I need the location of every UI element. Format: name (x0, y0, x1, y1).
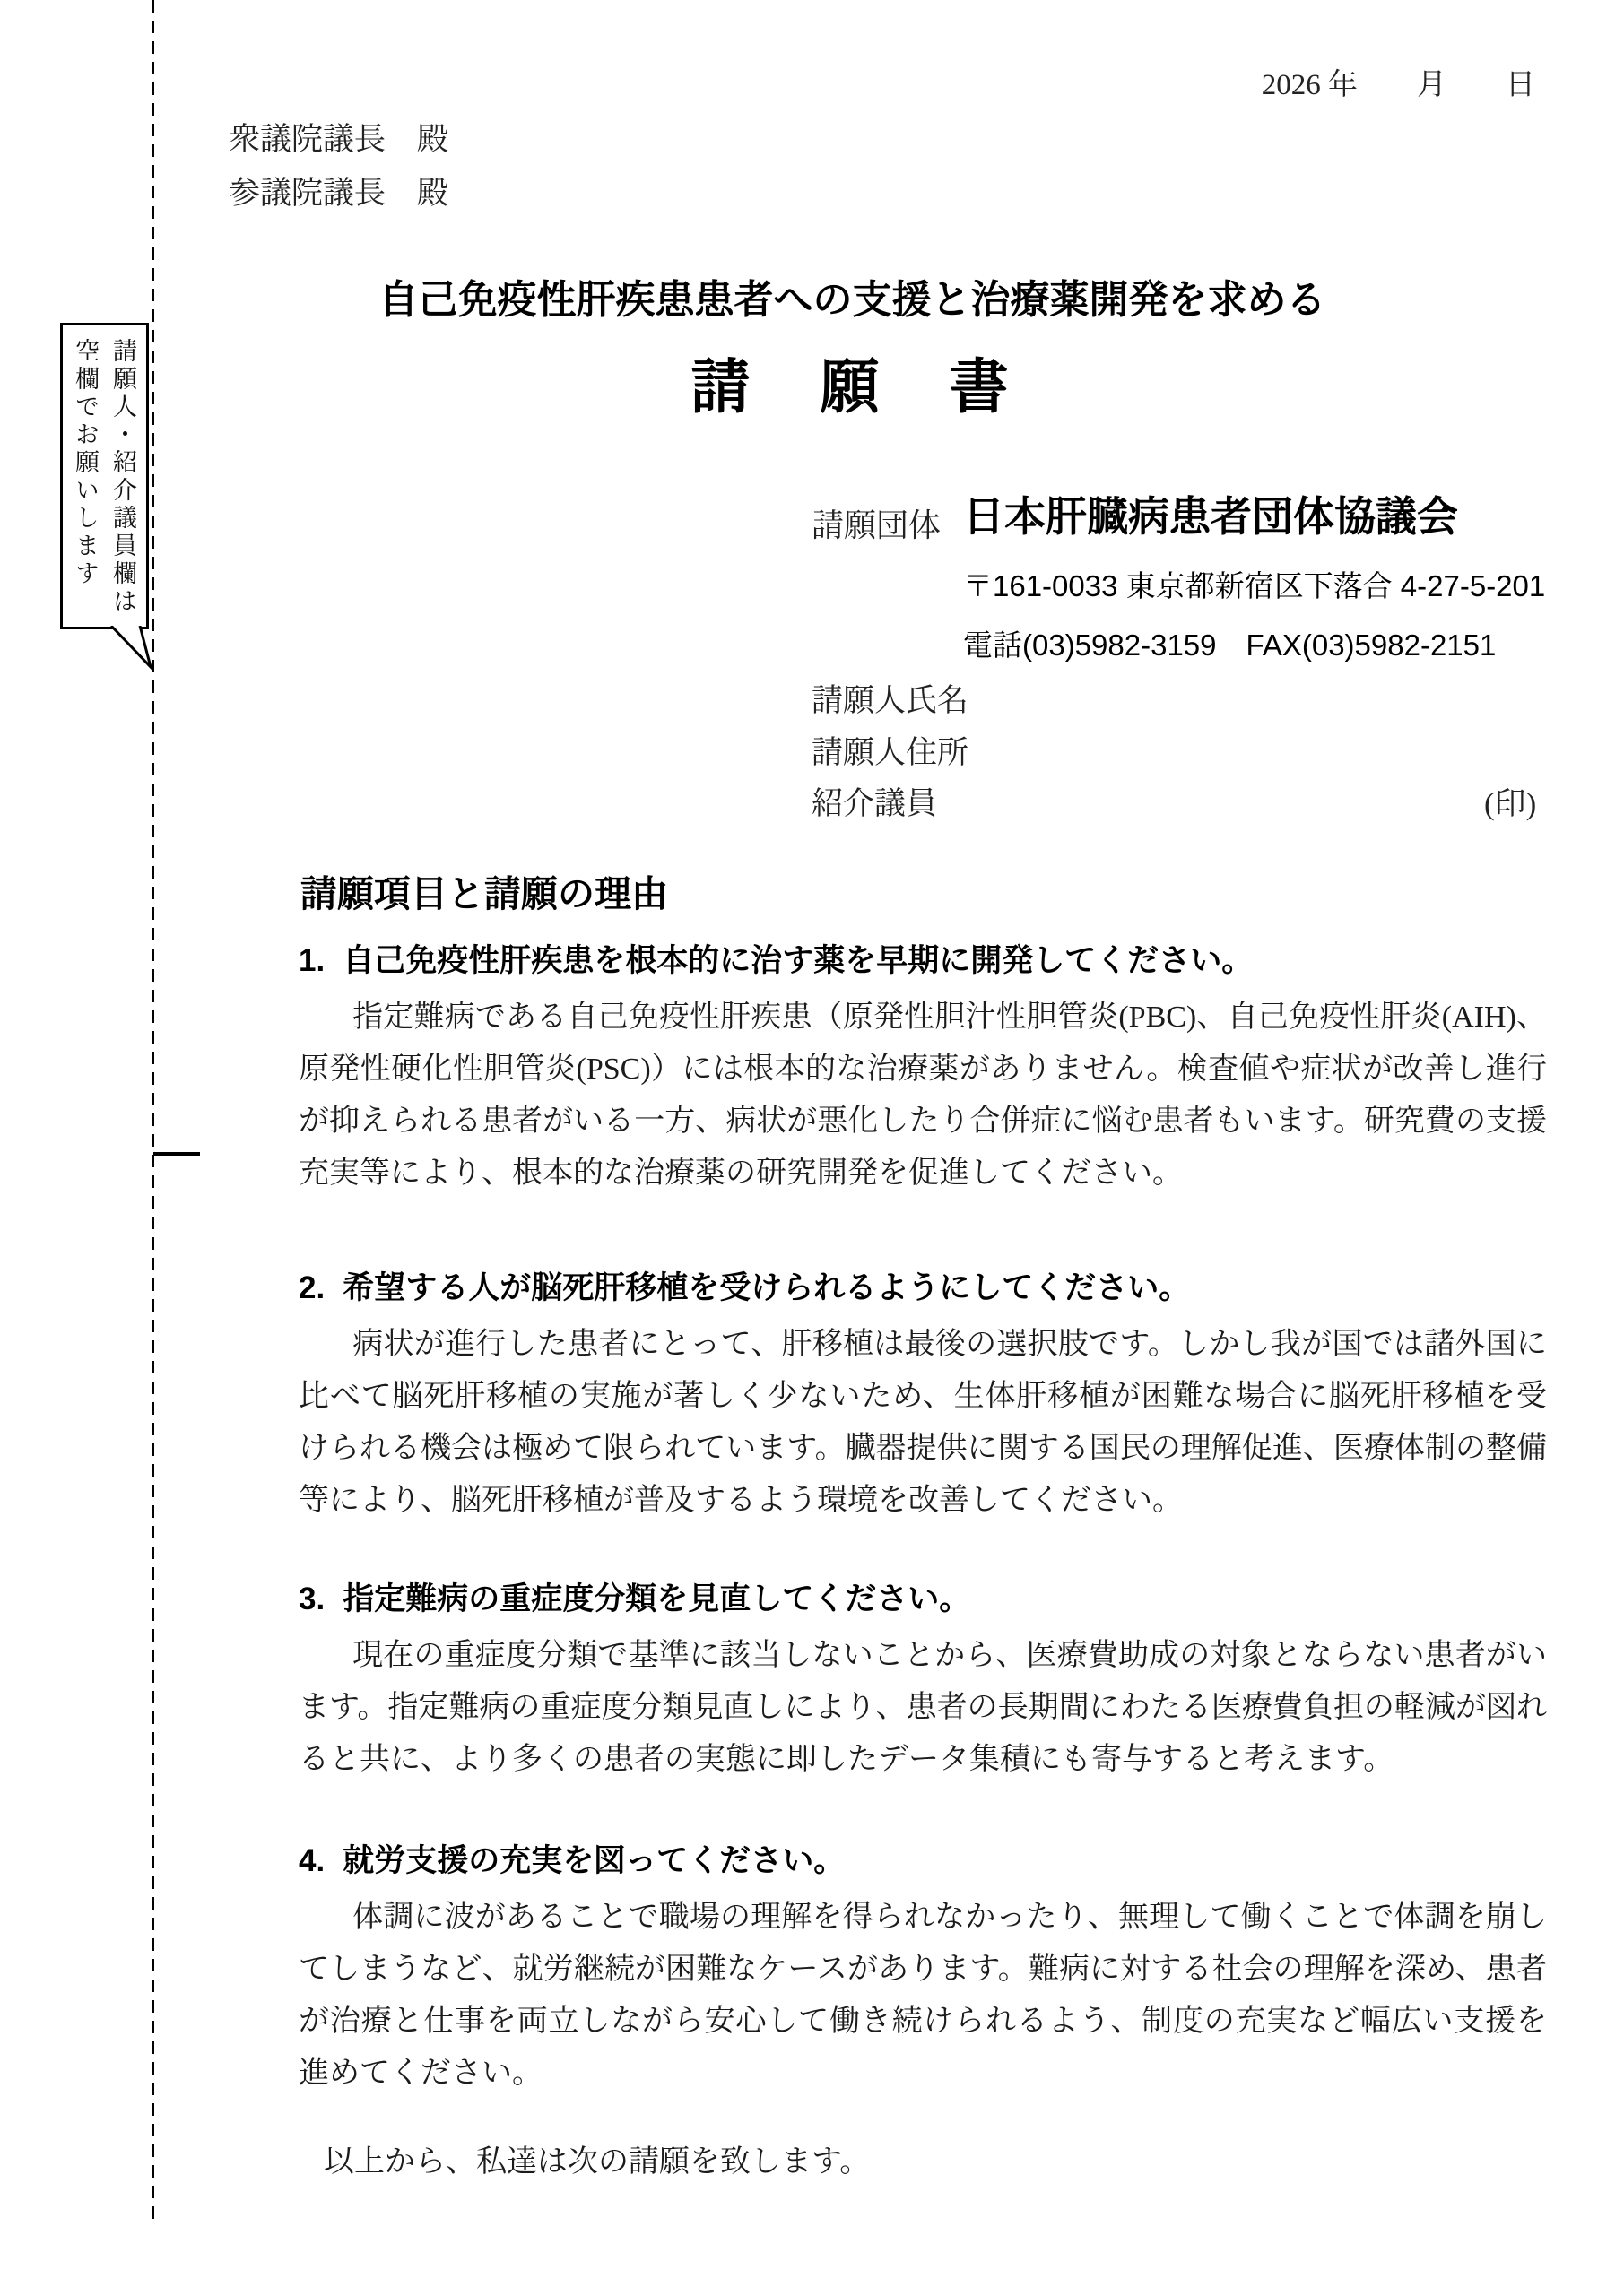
callout-tail (109, 626, 156, 672)
petition-item-4 (299, 1840, 1547, 2100)
document-subtitle: 自己免疫性肝疾患患者への支援と治療薬開発を求める (378, 278, 1326, 322)
item-title: 指定難病の重症度分類を見直してください。 (343, 1581, 971, 1616)
petition-group-name: 日本肝臓病患者団体協議会 (963, 493, 1458, 540)
petition-item-4-text: 体調に波があることで職場の理解を得られなかったり、無理して働くことで体調を崩してしまうなど、就労継続が困難なケースがあります。難病に対する社会の理解を深め、患者が治療と仕事を両立しながら安心して働き続けられるよう、制度の充実など幅広い支援を進めてください。 (299, 1901, 1547, 2090)
petition-item-3 (299, 1578, 1547, 1786)
petition-item-2-heading (299, 1267, 1547, 1310)
petition-item-1-text: 指定難病である自己免疫性肝疾患（原発性胆汁性胆管炎(PBC)、自己免疫性肝炎(AIH)、原発性硬化性胆管炎(PSC)）には根本的な治療薬がありません。検査値や症状が改善し進行が抑えられる患者がいる一方、病状が悪化したり合併症に悩む患者もいます。研究費の支援充実等により、根本的な治療薬の研究開発を促進してください。 (299, 1001, 1547, 1190)
item-number: 3. (299, 1581, 326, 1616)
petition-item-1 (299, 940, 1547, 1200)
seal-mark: (印) (1484, 786, 1537, 821)
petition-group-address: 〒161-0033 東京都新宿区下落合 4-27-5-201 (963, 569, 1546, 602)
petition-item-4-heading (299, 1840, 1547, 1883)
recipient-house-of-representatives: 衆議院議長 殿 (229, 122, 449, 157)
introducer-label: 紹介議員 (812, 786, 938, 821)
petition-item-3-heading (299, 1578, 1547, 1621)
binding-fold-dashed-line (152, 0, 154, 2226)
center-fold-mark (153, 1152, 200, 1156)
item-number: 2. (299, 1270, 326, 1305)
item-title: 希望する人が脳死肝移植を受けられるようにしてください。 (343, 1270, 1191, 1305)
section-heading: 請願項目と請願の理由 (300, 873, 668, 914)
petition-item-1-heading (299, 940, 1547, 983)
petition-item-3-text: 現在の重症度分類で基準に該当しないことから、医療費助成の対象とならない患者がいます。指定難病の重症度分類見直しにより、患者の長期間にわたる医療費負担の軽減が図れると共に、より多くの患者の実態に即したデータ集積にも寄与すると考えます。 (299, 1639, 1547, 1776)
margin-note-line-1: 請願人・紹介議員欄は (109, 338, 136, 616)
petition-group-label: 請願団体 (812, 507, 942, 543)
petition-group-phone-fax: 電話(03)5982-3159 FAX(03)5982-2151 (963, 628, 1497, 662)
petition-item-2-text: 病状が進行した患者にとって、肝移植は最後の選択肢です。しかし我が国では諸外国に比べて脳死肝移植の実施が著しく少ないため、生体肝移植が困難な場合に脳死肝移植を受けられる機会は極めて限られています。臓器提供に関する国民の理解促進、医療体制の整備等により、脳死肝移植が普及するよう環境を改善してください。 (299, 1328, 1547, 1517)
item-title: 自己免疫性肝疾患を根本的に治す薬を早期に開発してください。 (343, 943, 1254, 978)
date-line: 2026 年 月 日 (1261, 69, 1535, 101)
petitioner-address-label: 請願人住所 (812, 735, 969, 770)
item-title: 就労支援の充実を図ってください。 (343, 1843, 846, 1878)
closing-line: 以上から、私達は次の請願を致します。 (324, 2145, 871, 2179)
document-title: 請 願 書 (690, 353, 1014, 420)
item-number: 4. (299, 1843, 326, 1878)
petition-item-2 (299, 1267, 1547, 1527)
item-number: 1. (299, 943, 326, 978)
recipient-house-of-councillors: 参議院議長 殿 (229, 176, 449, 211)
petitioner-name-label: 請願人氏名 (812, 683, 969, 718)
margin-note-line-2: 空欄でお願いします (72, 338, 99, 588)
